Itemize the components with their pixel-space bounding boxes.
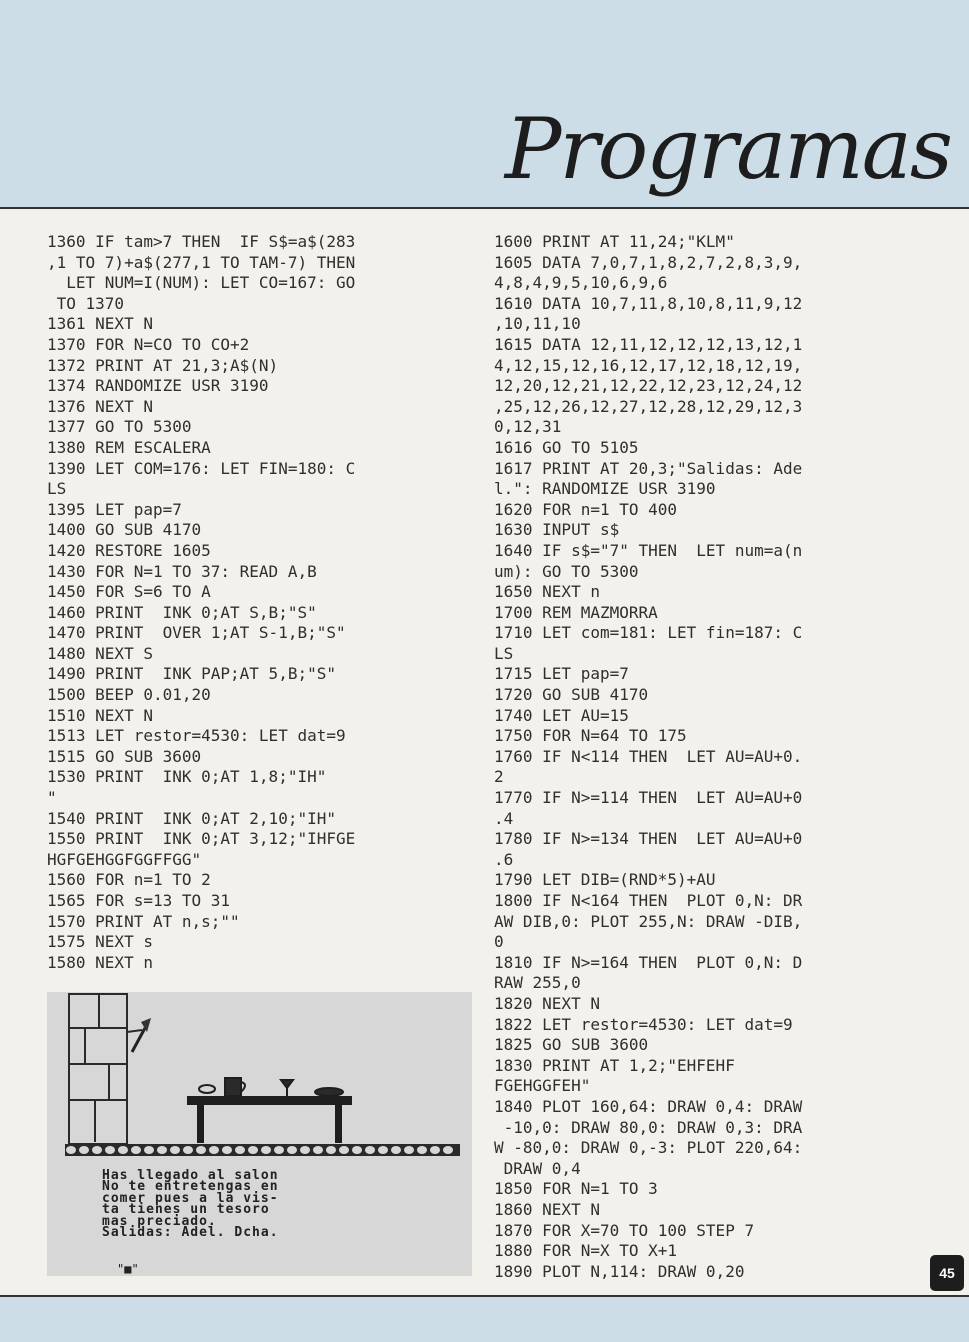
code-line: 1580 NEXT n: [47, 952, 153, 972]
code-line: HGFGEHGGFGGFFGG": [47, 849, 202, 869]
code-line: 1605 DATA 7,0,7,1,8,2,7,2,8,3,9,: [494, 252, 803, 272]
page-number: 45: [930, 1255, 964, 1291]
code-line: 1540 PRINT INK 0;AT 2,10;"IH": [47, 808, 336, 828]
code-line: 1630 INPUT s$: [494, 520, 620, 540]
code-line: 1770 IF N>=114 THEN LET AU=AU+0: [494, 788, 803, 808]
code-line: 1830 PRINT AT 1,2;"EHFEHF: [494, 1055, 735, 1075]
table: [187, 1096, 352, 1143]
code-line: 1377 GO TO 5300: [47, 417, 192, 437]
code-line: AW DIB,0: PLOT 255,N: DRAW -DIB,: [494, 911, 803, 931]
code-line: 1550 PRINT INK 0;AT 3,12;"IHFGE: [47, 829, 356, 849]
code-line: .4: [494, 808, 514, 828]
code-line: 1720 GO SUB 4170: [494, 685, 649, 705]
code-line: 1640 IF s$="7" THEN LET num=a(n: [494, 540, 803, 560]
code-line: 1390 LET COM=176: LET FIN=180: C: [47, 458, 356, 478]
code-line: 1430 FOR N=1 TO 37: READ A,B: [47, 561, 317, 581]
code-line: 1820 NEXT N: [494, 993, 600, 1013]
code-line: 1650 NEXT n: [494, 582, 600, 602]
code-line: ,25,12,26,12,27,12,28,12,29,12,3: [494, 396, 803, 416]
code-line: 1710 LET com=181: LET fin=187: C: [494, 623, 803, 643]
code-line: ,10,11,10: [494, 314, 581, 334]
program-screenshot: [47, 992, 472, 1276]
code-line: 12,20,12,21,12,22,12,23,12,24,12: [494, 376, 803, 396]
code-line: 1513 LET restor=4530: LET dat=9: [47, 726, 346, 746]
code-line: 1575 NEXT s: [47, 932, 153, 952]
code-line: LS: [47, 479, 67, 499]
code-line: 1360 IF tam>7 THEN IF S$=a$(283: [47, 232, 356, 251]
cursor-icon: "■": [117, 1262, 139, 1276]
code-line: ,1 TO 7)+a$(277,1 TO TAM-7) THEN: [47, 252, 356, 272]
code-line: l.": RANDOMIZE USR 3190: [494, 479, 716, 499]
code-line: 1616 GO TO 5105: [494, 437, 639, 457]
code-line: 1372 PRINT AT 21,3;A$(N): [47, 355, 279, 375]
code-line: 1395 LET pap=7: [47, 499, 182, 519]
floor-border: [65, 1144, 460, 1156]
header-divider: [0, 207, 969, 209]
code-line: DRAW 0,4: [494, 1158, 581, 1178]
code-line: 1840 PLOT 160,64: DRAW 0,4: DRAW: [494, 1096, 803, 1116]
code-line: 1715 LET pap=7: [494, 664, 629, 684]
code-line: RAW 255,0: [494, 973, 581, 993]
code-line: W -80,0: DRAW 0,-3: PLOT 220,64:: [494, 1138, 803, 1158]
code-line: 1420 RESTORE 1605: [47, 540, 211, 560]
code-line: 4,8,4,9,5,10,6,9,6: [494, 273, 668, 293]
code-line: 1530 PRINT INK 0;AT 1,8;"IH": [47, 767, 327, 787]
code-line: 1490 PRINT INK PAP;AT 5,B;"S": [47, 664, 336, 684]
code-listing-right: [494, 232, 802, 1282]
code-line: 1800 IF N<164 THEN PLOT 0,N: DR: [494, 891, 803, 910]
code-line: 0: [494, 932, 504, 952]
code-line: 1565 FOR s=13 TO 31: [47, 891, 231, 910]
code-line: 1822 LET restor=4530: LET dat=9: [494, 1014, 793, 1034]
code-line: 1450 FOR S=6 TO A: [47, 582, 211, 602]
code-line: 0,12,31: [494, 417, 562, 437]
code-line: 1510 NEXT N: [47, 705, 153, 725]
code-line: 1370 FOR N=CO TO CO+2: [47, 334, 250, 354]
code-line: um): GO TO 5300: [494, 561, 639, 581]
code-line: 1617 PRINT AT 20,3;"Salidas: Ade: [494, 458, 803, 478]
code-line: 1560 FOR n=1 TO 2: [47, 870, 211, 890]
code-line: 1780 IF N>=134 THEN LET AU=AU+0: [494, 829, 803, 849]
code-line: 1361 NEXT N: [47, 314, 153, 334]
code-line: 1890 PLOT N,114: DRAW 0,20: [494, 1261, 745, 1281]
code-line: 1470 PRINT OVER 1;AT S-1,B;"S": [47, 623, 346, 643]
code-line: 1760 IF N<114 THEN LET AU=AU+0.: [494, 746, 803, 766]
code-line: 1610 DATA 10,7,11,8,10,8,11,9,12: [494, 293, 803, 313]
code-line: 1620 FOR n=1 TO 400: [494, 499, 678, 519]
code-line: 1700 REM MAZMORRA: [494, 602, 658, 622]
code-line: .6: [494, 849, 514, 869]
code-line: 1740 LET AU=15: [494, 705, 629, 725]
code-line: 1810 IF N>=164 THEN PLOT 0,N: D: [494, 952, 803, 972]
code-line: 1374 RANDOMIZE USR 3190: [47, 376, 269, 396]
screenshot-message: Has llegado al salon No te entretengas en comer pues a la vis- ta tienes un tesoro mas preciado. Salidas: Adel. Dcha.: [102, 1167, 279, 1240]
code-line: 1615 DATA 12,11,12,12,12,13,12,1: [494, 334, 803, 354]
section-title: Programas: [504, 100, 951, 198]
code-line: 4,12,15,12,16,12,17,12,18,12,19,: [494, 355, 803, 375]
code-line: 1750 FOR N=64 TO 175: [494, 726, 687, 746]
code-line: LET NUM=I(NUM): LET CO=167: GO: [47, 273, 356, 293]
code-line: 1880 FOR N=X TO X+1: [494, 1241, 678, 1261]
brick-wall: [69, 994, 142, 1144]
code-line: 1860 NEXT N: [494, 1199, 600, 1219]
code-line: 1790 LET DIB=(RND*5)+AU: [494, 870, 716, 890]
code-line: 1850 FOR N=1 TO 3: [494, 1179, 658, 1199]
footer-band: [0, 1297, 969, 1342]
torch-icon: [132, 1018, 151, 1052]
code-line: 1570 PRINT AT n,s;"": [47, 911, 240, 931]
code-line: ": [47, 788, 57, 808]
code-line: 2: [494, 767, 504, 787]
code-line: 1400 GO SUB 4170: [47, 520, 202, 540]
code-line: 1870 FOR X=70 TO 100 STEP 7: [494, 1220, 755, 1240]
code-line: 1825 GO SUB 3600: [494, 1035, 649, 1055]
code-line: -10,0: DRAW 80,0: DRAW 0,3: DRA: [494, 1117, 803, 1137]
code-line: 1480 NEXT S: [47, 643, 153, 663]
code-line: 1500 BEEP 0.01,20: [47, 685, 211, 705]
code-line: FGEHGGFEH": [494, 1076, 591, 1096]
code-line: 1460 PRINT INK 0;AT S,B;"S": [47, 602, 317, 622]
code-listing-left: [47, 232, 355, 973]
code-line: TO 1370: [47, 293, 125, 313]
code-line: LS: [494, 643, 514, 663]
code-line: 1376 NEXT N: [47, 396, 153, 416]
table-items: [199, 1078, 343, 1096]
code-line: 1380 REM ESCALERA: [47, 437, 211, 457]
code-line: 1600 PRINT AT 11,24;"KLM": [494, 232, 735, 251]
code-line: 1515 GO SUB 3600: [47, 746, 202, 766]
